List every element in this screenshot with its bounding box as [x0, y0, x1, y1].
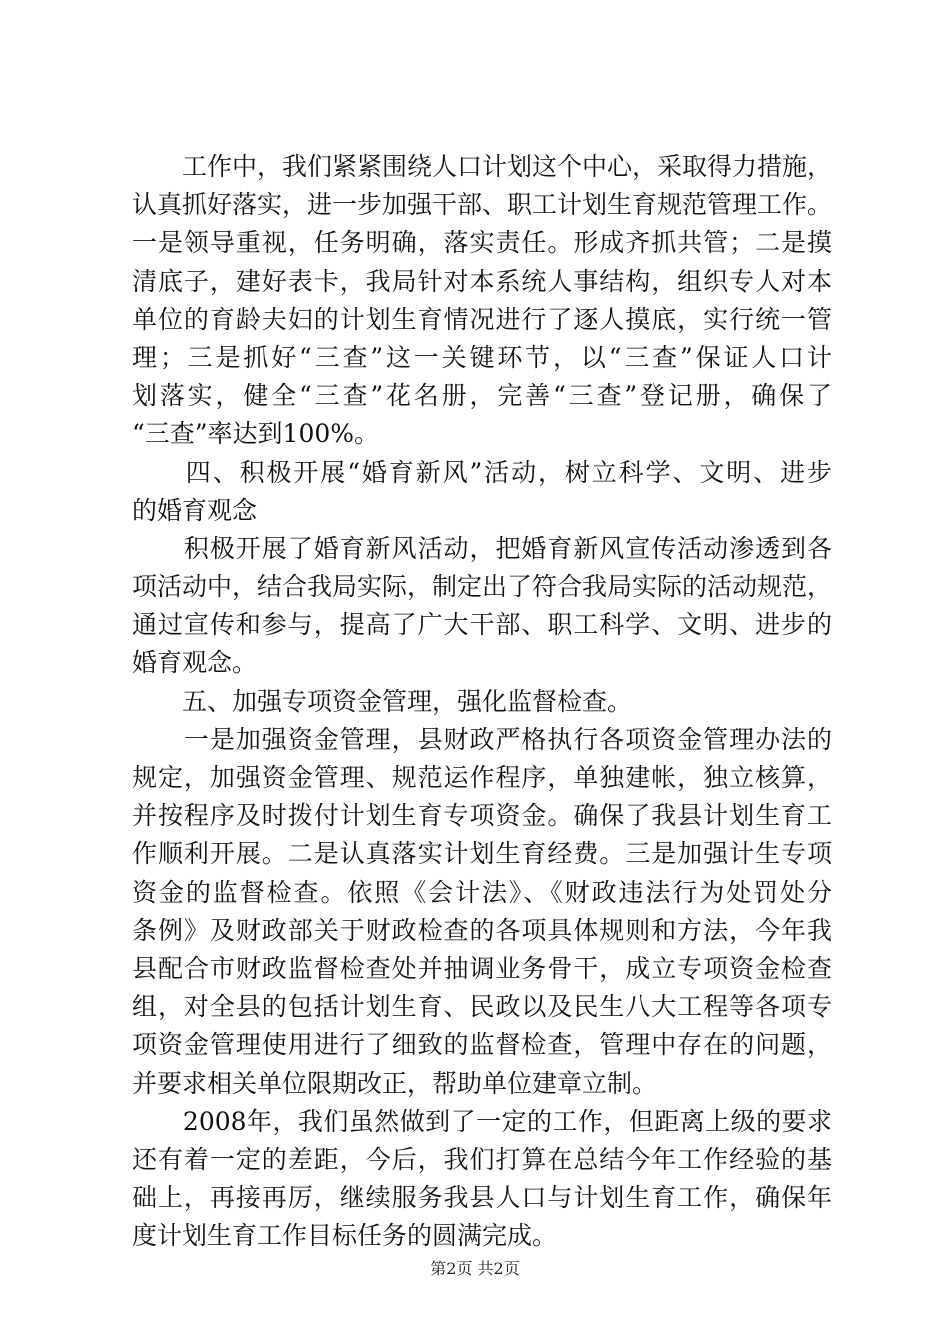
text-line: 认真抓好落实，进一步加强干部、职工计划生育规范管理工作。: [132, 190, 833, 220]
text-line: 通过宣传和参与，提高了广大干部、职工科学、文明、进步的: [132, 610, 832, 640]
document-body: [132, 148, 832, 1255]
text-line: 单位的育龄夫妇的计划生育情况进行了逐人摸底，实行统一管: [132, 304, 832, 334]
text-line: 础上，再接再厉，继续服务我县人口与计划生育工作，确保年: [132, 1183, 832, 1213]
text-line: 作顺利开展。二是认真落实计划生育经费。三是加强计生专项: [132, 839, 832, 869]
text-line: 的婚育观念: [132, 495, 258, 525]
text-line: 规定，加强资金管理、规范运作程序，单独建帐，独立核算，: [132, 763, 832, 792]
text-line: 四、积极开展“婚育新风”活动，树立科学、文明、进步: [132, 457, 832, 487]
text-line: 婚育观念。: [132, 648, 258, 678]
text-line: 并按程序及时拨付计划生育专项资金。确保了我县计划生育工: [132, 801, 832, 831]
text-line: 还有着一定的差距，今后，我们打算在总结今年工作经验的基: [132, 1144, 832, 1174]
text-line: 组，对全县的包括计划生育、民政以及民生八大工程等各项专: [132, 992, 832, 1022]
text-line: “三查”率达到100%。: [132, 419, 380, 449]
text-line: 一是领导重视，任务明确，落实责任。形成齐抓共管；二是摸: [132, 228, 832, 258]
text-line: 度计划生育工作目标任务的圆满完成。: [132, 1221, 558, 1251]
text-line: 项活动中，结合我局实际，制定出了符合我局实际的活动规范，: [132, 572, 833, 602]
text-line: 划落实，健全“三查”花名册，完善“三查”登记册，确保了: [132, 381, 832, 411]
text-line: 工作中，我们紧紧围绕人口计划这个中心，采取得力措施，: [132, 152, 833, 181]
text-line: 项资金管理使用进行了细致的监督检查，管理中存在的问题，: [132, 1030, 832, 1060]
page-footer: 第2页 共2页: [430, 1259, 520, 1278]
text-line: 条例》及财政部关于财政检查的各项具体规则和方法，今年我: [132, 915, 832, 945]
text-line: 县配合市财政监督检查处并抽调业务骨干，成立专项资金检查: [132, 953, 832, 983]
text-line: 一是加强资金管理，县财政严格执行各项资金管理办法的: [132, 724, 832, 754]
text-line: 五、加强专项资金管理，强化监督检查。: [132, 686, 633, 716]
text-line: 2008年，我们虽然做到了一定的工作，但距离上级的要求: [132, 1106, 832, 1136]
text-line: 资金的监督检查。依照《会计法》、《财政违法行为处罚处分: [132, 877, 832, 907]
text-line: 积极开展了婚育新风活动，把婚育新风宣传活动渗透到各: [132, 533, 832, 563]
text-line: 清底子，建好表卡，我局针对本系统人事结构，组织专人对本: [132, 266, 832, 296]
text-line: 理；三是抓好“三查”这一关键环节，以“三查”保证人口计: [132, 342, 832, 372]
text-line: 并要求相关单位限期改正，帮助单位建章立制。: [132, 1068, 658, 1098]
